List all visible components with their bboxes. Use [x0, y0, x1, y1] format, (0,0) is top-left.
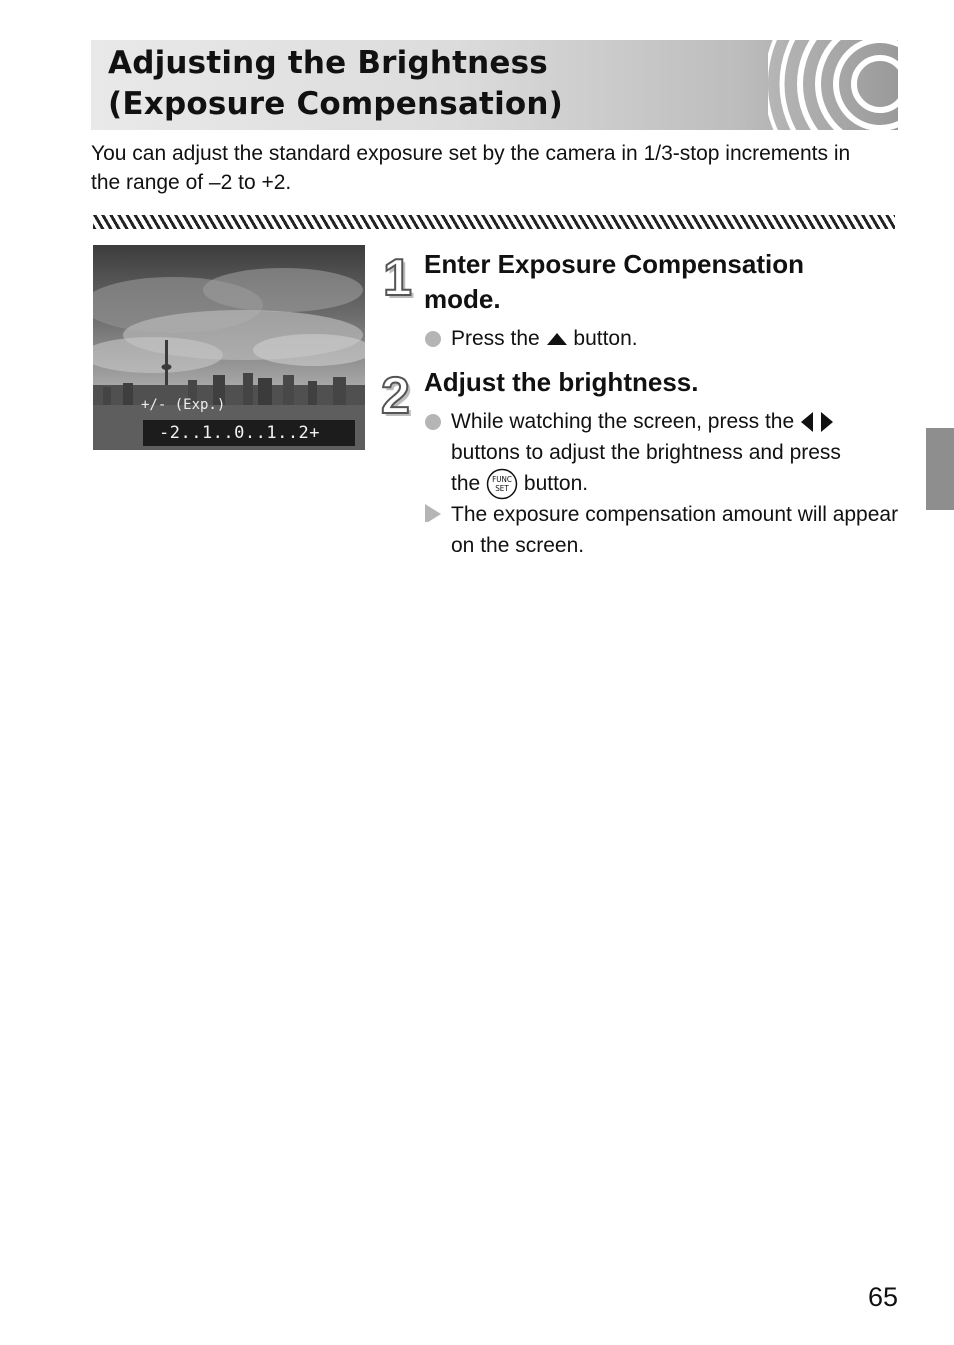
step-1-bullet-before: Press the — [451, 327, 540, 350]
intro-paragraph: You can adjust the standard exposure set by the camera in 1/3-stop increments in the range of –2 to +2. — [91, 142, 851, 194]
func-label: FUNC — [492, 475, 512, 485]
exposure-mode-label: +/- (Exp.) — [141, 397, 226, 413]
page-title-line-1: Adjusting the Brightness — [108, 45, 548, 81]
decorative-rings-icon — [768, 40, 898, 130]
circle-bullet-icon — [424, 413, 442, 431]
set-label: SET — [495, 484, 509, 494]
step-2-title: Adjust the brightness. — [424, 367, 699, 397]
triangle-result-icon — [424, 504, 442, 522]
step-2-bullet-1-line-3-before: the — [451, 472, 481, 495]
up-arrow-icon — [546, 332, 568, 346]
exposure-scale-text: -2..1..0..1..2+ — [159, 423, 321, 443]
exposure-scale-bar — [143, 420, 355, 446]
step-1-bullet — [424, 323, 904, 354]
step-1-bullet-after: button. — [573, 327, 638, 350]
step-2-bullet-1-line-3 — [451, 468, 901, 500]
hatched-divider — [93, 215, 895, 229]
func-set-icon — [486, 468, 518, 500]
step-2-bullet-2-text: The exposure compensation amount will appear on the screen. — [451, 503, 899, 557]
step-2-number: 2 — [381, 367, 410, 425]
circle-bullet-icon — [424, 330, 442, 348]
title-banner — [91, 40, 898, 130]
chapter-side-tab — [926, 428, 954, 510]
step-2-bullet-1 — [424, 406, 904, 499]
step-2-bullet-1-line-1 — [451, 406, 901, 437]
step-1-title: Enter Exposure Compensation mode. — [424, 249, 804, 314]
step-1-bullet-text — [451, 323, 901, 354]
step-2-bullet-2 — [424, 499, 904, 561]
page-title-line-2: (Exposure Compensation) — [108, 86, 564, 122]
step-2-bullet-1-line-3-after: button. — [523, 472, 589, 495]
camera-screen-photo — [93, 245, 365, 450]
page-title — [108, 43, 563, 125]
page-number: 65 — [867, 1282, 898, 1312]
step-2-bullet-1-line-1-text: While watching the screen, press the — [451, 410, 795, 433]
step-2-bullet-1-text — [451, 406, 901, 500]
left-right-arrow-icon — [800, 411, 834, 433]
step-2-bullet-1-line-2: buttons to adjust the brightness and press — [451, 441, 841, 464]
step-1-number: 1 — [383, 249, 412, 307]
